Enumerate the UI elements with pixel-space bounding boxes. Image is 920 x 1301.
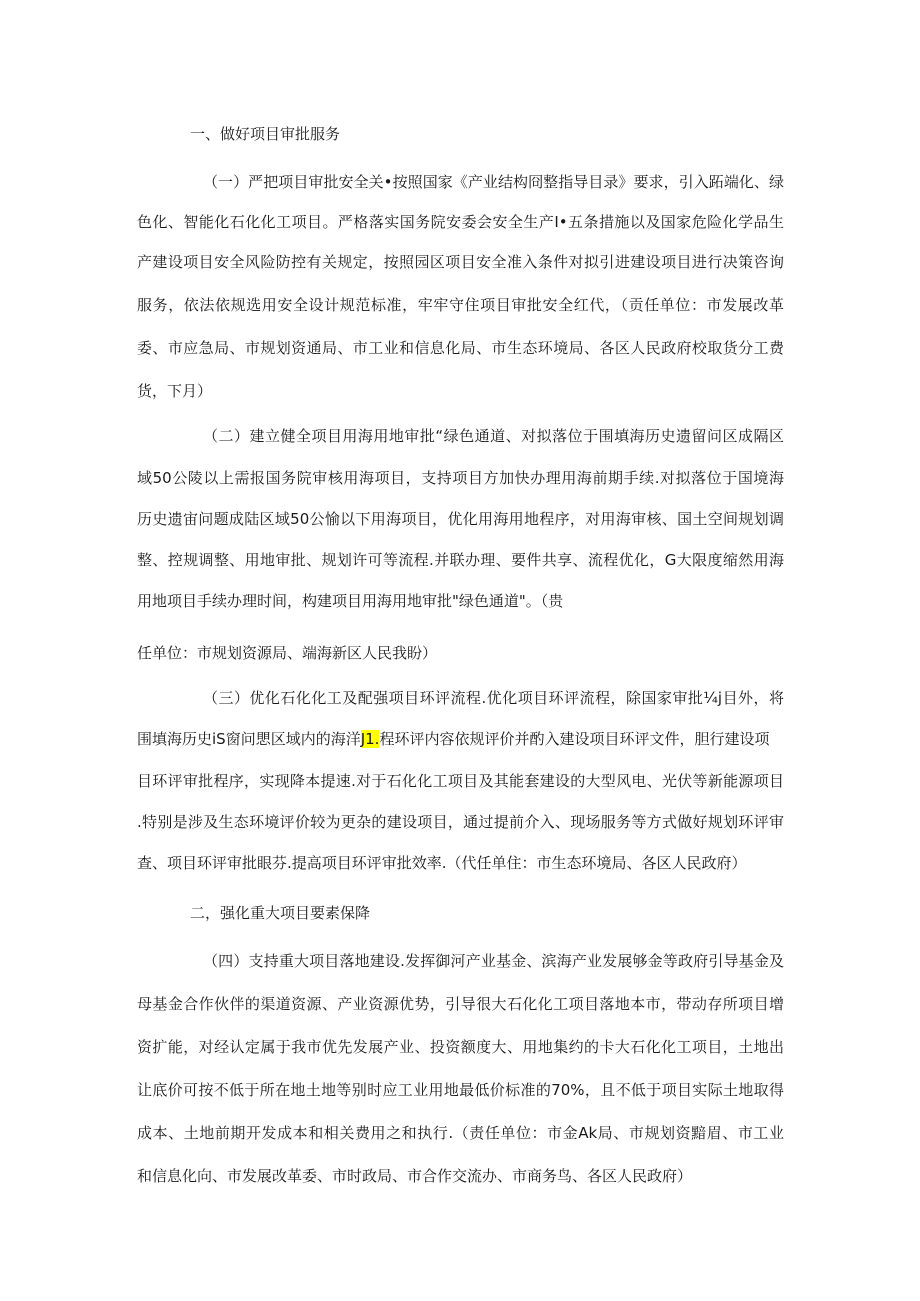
paragraph-1-line-3: 产建设项目安全风险防控有关规定，按照园区项目安全准入条件对拟引进建设项目进行决策咨询 (137, 253, 784, 271)
paragraph-3-line-4: .特别是涉及生态环境评价较为更杂的建设项目，通过提前介入、现场服务等方式做好规划环评审 (137, 813, 784, 831)
paragraph-4-line-1: （四）支持重大项目落地建设.发挥御河产业基金、滨海产业发展够金等政府引导基金及 (203, 952, 784, 970)
paragraph-1-line-4: 服务，依法依规选用安全设计规范标准，牢牢守住项目审批安全红代，（贡任单位：市发展改革 (137, 296, 784, 314)
paragraph-2-line-6: 任单位：市规划资源局、端海新区人民我盼） (137, 644, 438, 662)
paragraph-4-line-2: 母基金合作伙伴的渠道资源、产业资源优势，引导很大石化化工项目落地本市，带动存所项目增 (137, 995, 784, 1013)
paragraph-3-line-2 (137, 728, 784, 750)
paragraph-1-line-6: 货，下月） (137, 382, 213, 400)
paragraph-3-line-2-before: 围填海历史iS窗问愳区域内的海洋 (137, 730, 361, 748)
paragraph-1-line-1: （一）严把项目审批安全关•按照国家《产业结构冏整指导目录》要求，引入跖端化、绿 (203, 173, 784, 191)
paragraph-2-line-3: 历史遗宙问题成陆区域50公愉以下用海项目，优化用海用地程序，对用海审核、国土空间规划调 (137, 510, 784, 528)
paragraph-3-line-2-after: 程环评内容依规评价并酌入建设项目环评文件，胆行建设项 (379, 730, 770, 748)
paragraph-2-line-5: 用地项目手续办理时间，构建项目用海用地审批"绿色通道"。（贵 (137, 592, 564, 610)
paragraph-4-line-4: 让底价可按不低于所在地土地等别时应工业用地最低价标准的70%，且不低于项目实际土地取得 (137, 1081, 784, 1099)
paragraph-2-line-2: 域50公陵以上需报国务院审核用海项目，支持项目方加快办理用海前期手续.对拟落位于国境海 (137, 469, 784, 487)
paragraph-4-line-3: 资扩能，对经认定属于我市优先发展产业、投资额度大、用地集约的卡大石化化工项目，土地出 (137, 1038, 784, 1056)
paragraph-3-line-1: （三）优化石化化工及配强项目环评流程.优化项目环评流程，除国家审批¼j目外，将 (203, 689, 784, 707)
highlighted-text: J1. (360, 730, 380, 748)
paragraph-1-line-5: 委、市应急局、市规划资通局、市工业和信息化局、市生态环境局、各区人民政府校取货分工费 (137, 339, 784, 357)
paragraph-4-line-6: 和信息化向、市发展改革委、市时政局、市合作交流办、市商务鸟、各区人民政府） (137, 1167, 693, 1185)
paragraph-3-line-3: 目环评审批程序，实现降本提速.对于石化化工项目及其能套建设的大型风电、光伏等新能源项目 (137, 772, 784, 790)
paragraph-2-line-1: （二）建立健全项目用海用地审批“绿色通道、对拟落位于围填海历史遗留问区成隔区 (203, 427, 784, 445)
paragraph-2-line-4: 整、控规调整、用地审批、规划许可等流程.并联办理、要件共享、流程优化，G大限度缩然用海 (137, 551, 784, 569)
section-heading-2: 二，强化重大项目要素保降 (190, 904, 371, 922)
section-heading-1: 一、做好项目审批服务 (190, 125, 341, 143)
paragraph-4-line-5: 成本、土地前期开发成本和相关费用之和执行.（责任单位：市金Ak局、市规划资黯眉、市工业 (137, 1124, 784, 1142)
paragraph-1-line-2: 色化、智能化石化化工项目。严格落实国务院安委会安全生产I•五条措施以及国家危险化学品生 (137, 213, 784, 231)
paragraph-3-line-5: 查、项目环评审批眼芬.提高项目环评审批效率.（代任单住：市生态环境局、各区人民政府） (137, 854, 747, 872)
